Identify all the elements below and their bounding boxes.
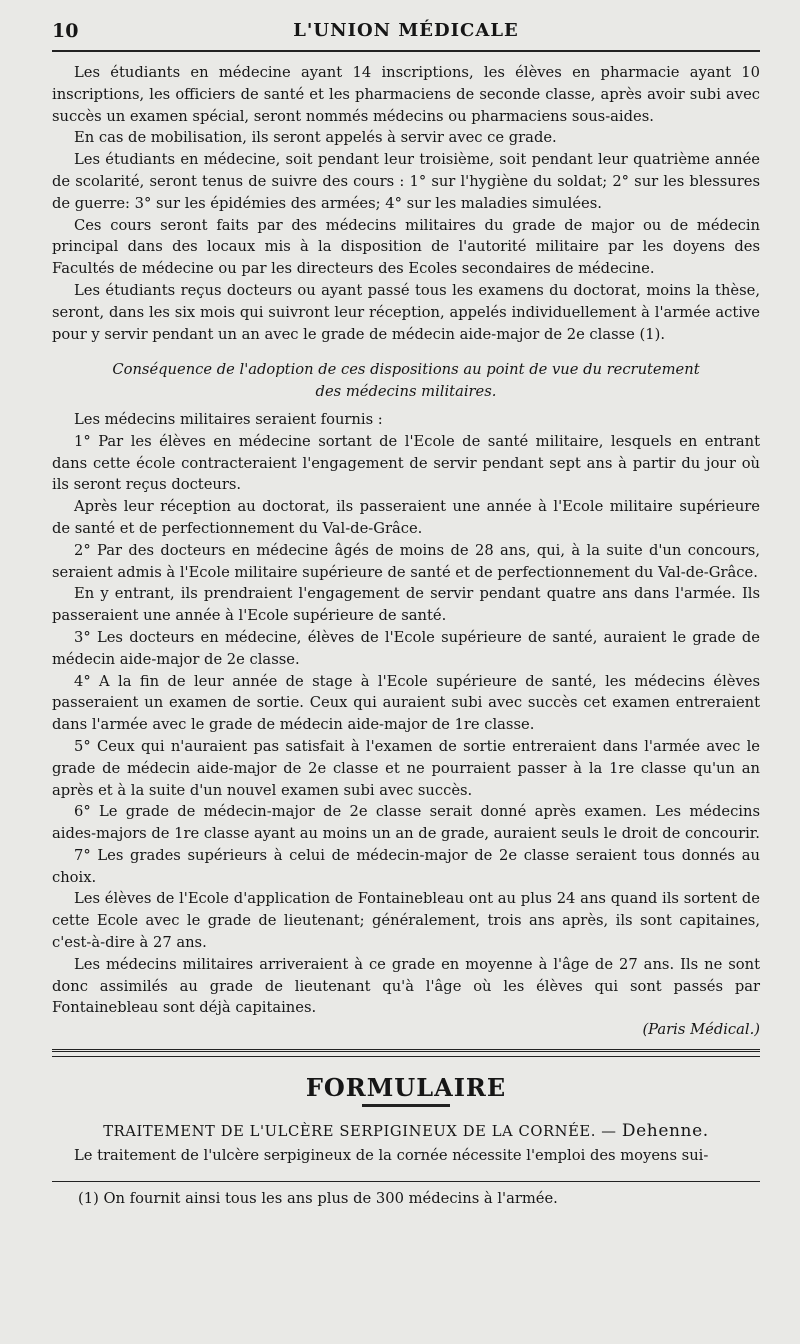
- section-heading-line-2: des médecins militaires.: [315, 383, 497, 401]
- section-heading-cont: [52, 381, 760, 403]
- paragraph: Les médecins militaires seraient fournis :: [74, 410, 383, 428]
- page-header: [52, 14, 760, 50]
- paragraph: 7° Les grades supérieurs à celui de médecin-major de 2e classe seraient tous donnés au choix.: [52, 846, 760, 886]
- formulaire-author: Dehenne.: [621, 1121, 709, 1142]
- source-citation: (Paris Médical.): [642, 1021, 760, 1039]
- source-line: [52, 1019, 760, 1041]
- formulaire-title: FORMULAIRE: [305, 1073, 507, 1103]
- paragraph: 2° Par des docteurs en médecine âgés de moins de 28 ans, qui, à la suite d'un concours, seraient admis à l'Ecole militaire supérieure de santé et de perfectionnement du Val-de-Grâce.: [52, 541, 760, 581]
- formulaire-title-rule: [362, 1104, 450, 1107]
- section-heading-line-1: Conséquence de l'adoption de ces dispositions au point de vue du recrutement: [112, 361, 700, 379]
- paragraph: 3° Les docteurs en médecine, élèves de l'Ecole supérieure de santé, auraient le grade de médecin aide-major de 2e classe.: [52, 628, 760, 668]
- formulaire-subhead-text: TRAITEMENT DE L'ULCÈRE SERPIGINEUX DE LA CORNÉE. —: [103, 1123, 617, 1141]
- paragraph: Les étudiants en médecine ayant 14 inscriptions, les élèves en pharmacie ayant 10 inscriptions, les officiers de santé et les pharmaciens de seconde classe, après avoir subi avec succès un examen spécial, seront nommés médecins ou pharmaciens sous-aides.: [52, 64, 760, 125]
- paragraph: 5° Ceux qui n'auraient pas satisfait à l'examen de sortie entreraient dans l'armée avec le grade de médecin aide-major de 2e classe et ne pourraient passer à la 1re classe qu'un an après et à la suite d'un nouvel examen subi avec succès.: [52, 737, 760, 799]
- paragraph: 6° Le grade de médecin-major de 2e classe serait donné après examen. Les médecins aides-majors de 1re classe ayant au moins un an de grade, auraient seuls le droit de concourir.: [52, 803, 760, 843]
- paragraph: Les médecins militaires arriveraient à ce grade en moyenne à l'âge de 27 ans. Ils ne sont donc assimilés au grade de lieutenant qu'à l'âge où les élèves qui sont passés par Fontainebleau sont déjà capitaines.: [52, 955, 760, 1017]
- paragraph: Ces cours seront faits par des médecins militaires du grade de major ou de médecin principal dans des locaux mis à la disposition de l'autorité militaire par les doyens des Facultés de médecine ou par les directeurs des Ecoles secondaires de médecine.: [52, 216, 760, 278]
- paragraph: Après leur réception au doctorat, ils passeraient une année à l'Ecole militaire supérieure de santé et de perfectionnement du Val-de-Grâce.: [52, 498, 760, 537]
- header-rule: [52, 50, 760, 52]
- paragraph: Le traitement de l'ulcère serpigineux de la cornée nécessite l'emploi des moyens sui-: [74, 1147, 709, 1165]
- section-heading: [52, 359, 760, 381]
- paragraph: 1° Par les élèves en médecine sortant de l'Ecole de santé militaire, lesquels en entrant dans cette école contracteraient l'engagement de servir pendant sept ans à partir du jour où ils seront reçus docteurs.: [52, 432, 760, 494]
- paragraph: 4° A la fin de leur année de stage à l'Ecole supérieure de santé, les médecins élèves passeraient un examen de sortie. Ceux qui auraient subi avec succès cet examen entreraient dans l'armée avec le grade de médecin aide-major de 1re classe.: [52, 672, 760, 734]
- paragraph: Les élèves de l'Ecole d'application de Fontainebleau ont au plus 24 ans quand ils sortent de cette Ecole avec le grade de lieutenant; généralement, trois ans après, ils sont capitaines, c'est-à-dire à 27 ans.: [52, 890, 760, 952]
- formulaire-subhead: [52, 1121, 760, 1141]
- paragraph: En y entrant, ils prendraient l'engagement de servir pendant quatre ans dans l'armée. Ils passeraient une année à l'Ecole supérieure de santé.: [52, 585, 760, 625]
- page-number: 10: [52, 20, 79, 42]
- footnote: (1) On fournit ainsi tous les ans plus de 300 médecins à l'armée.: [78, 1189, 558, 1207]
- running-title: L'UNION MÉDICALE: [293, 20, 519, 41]
- footnote-rule: [52, 1181, 760, 1182]
- paragraph: Les étudiants reçus docteurs ou ayant passé tous les examens du doctorat, moins la thèse, seront, dans les six mois qui suivront leur réception, appelés individuellement à l'armée active pour y servir pendant un an avec le grade de médecin aide-major de 2e classe (1).: [52, 281, 760, 343]
- section-divider: [52, 1049, 760, 1057]
- paragraph: En cas de mobilisation, ils seront appelés à servir avec ce grade.: [74, 129, 557, 147]
- paragraph: Les étudiants en médecine, soit pendant leur troisième, soit pendant leur quatrième année de scolarité, seront tenus de suivre des cours : 1° sur l'hygiène du soldat; 2° sur les blessures de guerre: 3° sur les épidémies des armées; 4° sur les maladies simulées.: [52, 151, 760, 212]
- formulaire-body: [52, 1145, 760, 1167]
- article-body: [52, 62, 760, 1041]
